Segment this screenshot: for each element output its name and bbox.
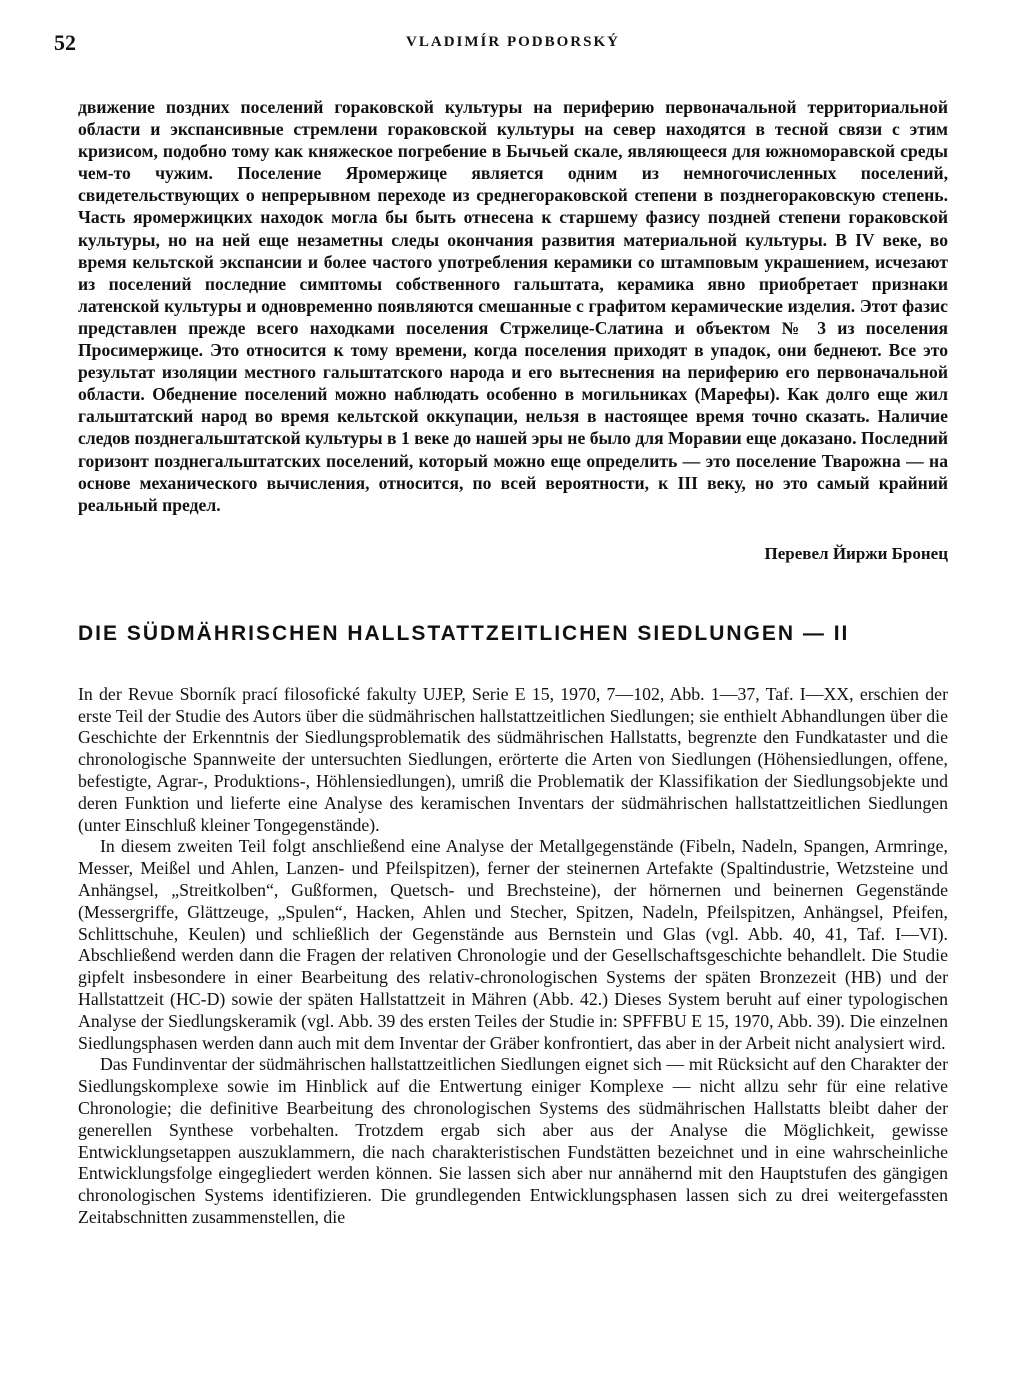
section-title: DIE SÜDMÄHRISCHEN HALLSTATTZEITLICHEN SIEDLUNGEN — II <box>78 621 850 645</box>
running-head <box>54 30 948 60</box>
german-paragraph-3: Das Fundinventar der südmährischen hallstattzeitlichen Siedlungen eignet sich — mit Rücksicht auf den Charakter der Siedlungskomplexe sowie im Hinblick auf die Entwertung einiger Komplexe — nicht allzu sehr für eine relative Chronologie; die definitive Bearbeitung des chronologischen Systems des südmährischen Hallstatts bleibt daher der generellen Synthese vorbehalten. Trotzdem ergab sich aber aus der Analyse die Möglichkeit, gewisse Entwicklungsetappen auszuklammern, die nach charakteristischen Fundstätten bezeichnet und in eine wahrscheinliche Entwicklungsfolge eingegliedert werden können. Sie lassen sich aber nur annähernd mit den Hauptstufen des gängigen chronologischen Systems identifizieren. Die grundlegenden Entwicklungsphasen lassen sich zu drei weitergefassten Zeitabschnitten zusammenstellen, die <box>78 1054 948 1227</box>
document-page <box>54 30 948 1229</box>
german-paragraph-2: In diesem zweiten Teil folgt anschließend eine Analyse der Metallgegenstände (Fibeln, Nadeln, Spangen, Armringe, Messer, Meißel und Ahlen, Lanzen- und Pfeilspitzen), ferner der steinernen Artefakte (Spaltindustrie, Wetzsteine und Anhängsel, „Streitkolben“, Gußformen, Quetsch- und Brechsteine), der hörnernen und beinernen Gegenstände (Messergriffe, Glättzeuge, „Spulen“, Hacken, Ahlen und Stecher, Spitzen, Nadeln, Pfeilspitzen, Anhängsel, Pfeifen, Schlittschuhe, Keulen) und schließlich der Gegenstände aus Bernstein und Glas (vgl. Abb. 40, 41, Taf. I—VI). Abschließend werden dann die Fragen der relativen Chronologie und der Gesellschaftsgeschichte behandlelt. Die Studie gipfelt insbesondere in einer Bearbeitung des relativ-chronologischen Systems der späten Bronzezeit (HB) und der Hallstattzeit (HC-D) sowie der späten Hallstattzeit in Mähren (Abb. 42.) Dieses System beruht auf einer typologischen Analyse der Siedlungskeramik (vgl. Abb. 39 des ersten Teiles der Studie in: SPFFBU E 15, 1970, Abb. 39). Die einzelnen Siedlungsphasen werden dann auch mit dem Inventar der Gräber konfrontiert, das aber in der Arbeit nicht analysiert wird. <box>78 836 948 1053</box>
german-paragraph-1: In der Revue Sborník prací filosofické fakulty UJEP, Serie E 15, 1970, 7—102, Abb. 1—37, Taf. I—XX, erschien der erste Teil der Studie des Autors über die südmährischen hallstattzeitlichen Siedlungen; sie enthielt Abhandlungen über die Geschichte der Erkenntnis der Siedlungsproblematik des südmährischen Hallstatts, begrenzte den Fundkataster und die chronologische Spannweite der untersuchten Siedlungen, erörterte die Arten von Siedlungen (Höhensiedlungen, offene, befestigte, Agrar-, Produktions-, Höhlensiedlungen), umriß die Problematik der Klassifikation der Siedlungsobjekte und deren Funktion und lieferte eine Analyse des keramischen Inventars der südmährischen hallstattzeitlichen Siedlungen (unter Einschluß kleiner Tongegenstände). <box>78 683 948 835</box>
page-number: 52 <box>54 30 76 55</box>
russian-text-block <box>78 96 948 516</box>
russian-paragraph: движение поздних поселений гораковской культуры на периферию первоначальной территориальной области и экспансивные стремлени гораковской культуры на север находятся в тесной связи с этим кризисом, подобно тому как княжеское погребение в Бычьей скале, являющееся для южноморавской среды чем-то чужим. Поселение Яромержице является одним из немногочисленных поселений, свидетельствующих о непрерывном переходе из среднегораковской степени в позднегораковскую степень. Часть яромержицких находок могла бы быть отнесена к старшему фазису поздней степени гораковской культуры, но на ней еще незаметны следы окончания развития материальной культуры. В IV веке, во время кельтской экспансии и более частого употребления керамики со штамповым украшением, исчезают из поселений последние симптомы собственного гальштата, керамика явно приобретает признаки латенской культуры и одновременно появляются смешанные с графитом керамические изделия. Этот фазис представлен прежде всего находками поселения Стржелице-Слатина и объектом № 3 из поселения Просимержице. Это относится к тому времени, когда поселения приходят в упадок, они беднеют. Все это результат изоляции местного гальштатского народа и его вытеснения на периферию его первоначальной области. Обеднение поселений можно наблюдать особенно в могильниках (Марефы). Как долго еще жил гальштатский народ во время кельтской оккупации, нельзя в настоящее время точно сказать. Наличие следов позднегальштатской культуры в 1 веке до нашей эры не было для Моравии еще доказано. Последний горизонт позднегальштатских поселений, который можно еще определить — это поселение Тварожна — на основе механического вычисления, относится, по всей вероятности, к III веку, но это самый крайний реальный предел. <box>78 97 948 515</box>
translator-credit: Перевел Йиржи Бронец <box>764 543 948 563</box>
german-text-block <box>78 684 948 1229</box>
header-author: VLADIMÍR PODBORSKÝ <box>406 34 620 50</box>
